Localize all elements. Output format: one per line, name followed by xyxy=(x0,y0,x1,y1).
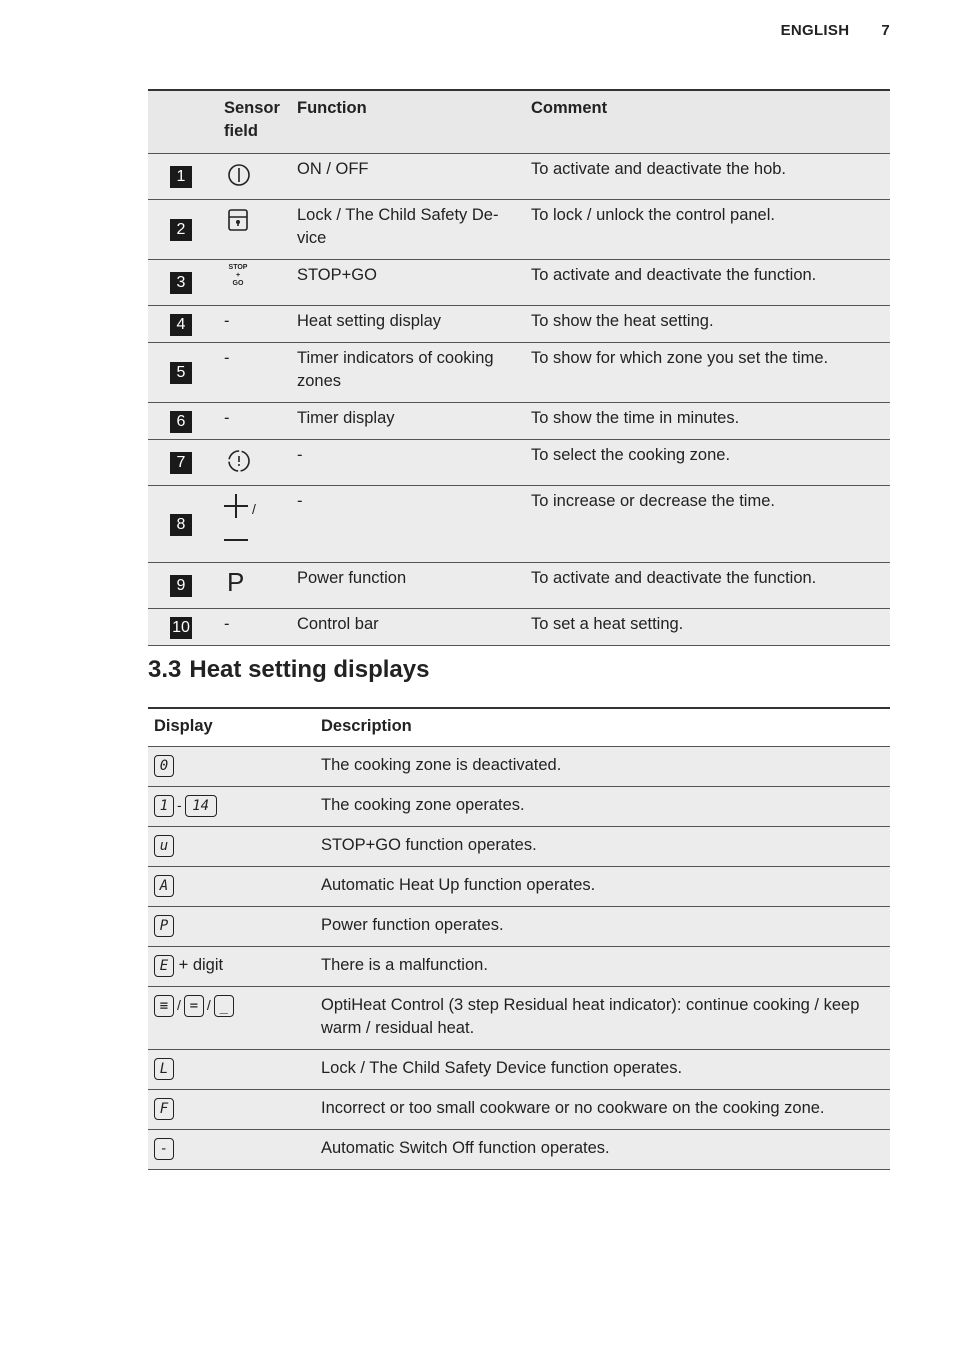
table-row xyxy=(148,403,890,440)
comment-cell: To activate and deactivate the function. xyxy=(525,563,890,609)
table-row xyxy=(148,200,890,260)
function-cell: STOP+GO xyxy=(291,260,525,306)
display-symbol: P xyxy=(154,915,174,937)
display-symbol: L xyxy=(154,1058,174,1080)
row-number-badge: 4 xyxy=(170,314,192,336)
row-number-badge: 1 xyxy=(170,166,192,188)
header-display: Display xyxy=(148,708,315,747)
stop-go-icon xyxy=(225,264,251,288)
power-function-p-icon: P xyxy=(227,567,245,597)
table-row xyxy=(148,827,890,867)
comment-cell: To increase or decrease the time. xyxy=(525,486,890,563)
table-row xyxy=(148,486,890,563)
row-number-badge: 2 xyxy=(170,219,192,241)
table-row xyxy=(148,1130,890,1170)
lock-icon xyxy=(227,208,249,239)
description-cell: The cooking zone operates. xyxy=(315,787,890,827)
display-separator: / xyxy=(177,997,181,1014)
description-cell: Lock / The Child Safety Device function operates. xyxy=(315,1050,890,1090)
heat-setting-display-table xyxy=(148,707,890,1170)
display-symbol: ≡ xyxy=(154,995,174,1017)
display-symbol: _ xyxy=(214,995,234,1017)
section-heading xyxy=(148,656,429,684)
stop-go-stop-text: STOP xyxy=(228,264,248,271)
function-cell: - xyxy=(291,440,525,486)
row-number-badge: 8 xyxy=(170,514,192,536)
function-cell: Timer display xyxy=(291,403,525,440)
table-row xyxy=(148,947,890,987)
table-header-row xyxy=(148,708,890,747)
comment-cell: To activate and deactivate the function. xyxy=(525,260,890,306)
header-number xyxy=(148,90,218,154)
comment-cell: To set a heat setting. xyxy=(525,609,890,646)
function-cell: - xyxy=(291,486,525,563)
display-symbol: = xyxy=(184,995,204,1017)
display-symbol: 1 xyxy=(154,795,174,817)
sensor-field-cell: - xyxy=(218,403,291,440)
row-number-badge: 5 xyxy=(170,362,192,384)
comment-cell: To show the time in minutes. xyxy=(525,403,890,440)
comment-cell: To show the heat setting. xyxy=(525,306,890,343)
header-function: Function xyxy=(291,90,525,154)
row-number-badge: 10 xyxy=(170,617,192,639)
table-row xyxy=(148,609,890,646)
function-cell: Control bar xyxy=(291,609,525,646)
description-cell: Automatic Switch Off function operates. xyxy=(315,1130,890,1170)
display-separator: - xyxy=(177,797,182,814)
table-row xyxy=(148,563,890,609)
plus-minus-slash: / xyxy=(252,501,256,517)
display-symbol: A xyxy=(154,875,174,897)
description-cell: Incorrect or too small cookware or no cookware on the cooking zone. xyxy=(315,1090,890,1130)
table-row xyxy=(148,260,890,306)
sensor-field-table xyxy=(148,89,890,646)
table-row xyxy=(148,747,890,787)
display-symbol: - xyxy=(154,1138,174,1160)
table-row xyxy=(148,306,890,343)
row-number-badge: 9 xyxy=(170,575,192,597)
display-symbol: F xyxy=(154,1098,174,1120)
function-cell: Power function xyxy=(291,563,525,609)
page-number: 7 xyxy=(881,22,890,39)
comment-cell: To show for which zone you set the time. xyxy=(525,343,890,403)
sensor-field-cell: - xyxy=(218,306,291,343)
table-row xyxy=(148,987,890,1050)
zone-select-icon xyxy=(227,449,251,480)
table-row xyxy=(148,343,890,403)
section-number: 3.3 xyxy=(148,656,182,683)
comment-cell: To lock / unlock the control panel. xyxy=(525,200,890,260)
description-cell: STOP+GO function operates. xyxy=(315,827,890,867)
description-cell: Power function operates. xyxy=(315,907,890,947)
display-symbol: u xyxy=(154,835,174,857)
plus-minus-icon xyxy=(224,492,264,544)
description-cell: OptiHeat Control (3 step Residual heat indicator): continue cooking / keep warm / residual heat. xyxy=(315,987,890,1050)
table-header-row xyxy=(148,90,890,154)
function-cell: Timer indicators of cooking zones xyxy=(291,343,525,403)
row-number-badge: 7 xyxy=(170,452,192,474)
sensor-field-cell: - xyxy=(218,609,291,646)
table-row xyxy=(148,154,890,200)
function-cell: Heat setting display xyxy=(291,306,525,343)
header-comment: Comment xyxy=(525,90,890,154)
description-cell: Automatic Heat Up function operates. xyxy=(315,867,890,907)
comment-cell: To activate and deactivate the hob. xyxy=(525,154,890,200)
section-title: Heat setting displays xyxy=(189,656,430,683)
function-cell: ON / OFF xyxy=(291,154,525,200)
display-extra-text: + digit xyxy=(178,956,224,975)
display-symbol: 14 xyxy=(185,795,217,817)
row-number-badge: 3 xyxy=(170,272,192,294)
comment-cell: To select the cooking zone. xyxy=(525,440,890,486)
display-symbol: E xyxy=(154,955,174,977)
language-label: ENGLISH xyxy=(780,22,850,39)
function-cell: Lock / The Child Safety De-vice xyxy=(291,200,525,260)
header-sensor-field: Sensor field xyxy=(218,90,291,154)
description-cell: The cooking zone is deactivated. xyxy=(315,747,890,787)
stop-go-go-text: GO xyxy=(232,280,244,287)
power-icon xyxy=(227,163,251,194)
table-row xyxy=(148,867,890,907)
table-row xyxy=(148,907,890,947)
table-row xyxy=(148,787,890,827)
display-symbol: 0 xyxy=(154,755,174,777)
table-row xyxy=(148,1090,890,1130)
row-number-badge: 6 xyxy=(170,411,192,433)
page-header xyxy=(781,22,890,39)
table-row xyxy=(148,1050,890,1090)
stop-go-plus-text: + xyxy=(235,272,241,279)
header-description: Description xyxy=(315,708,890,747)
description-cell: There is a malfunction. xyxy=(315,947,890,987)
table-row xyxy=(148,440,890,486)
display-separator: / xyxy=(206,997,211,1014)
sensor-field-cell: - xyxy=(218,343,291,403)
